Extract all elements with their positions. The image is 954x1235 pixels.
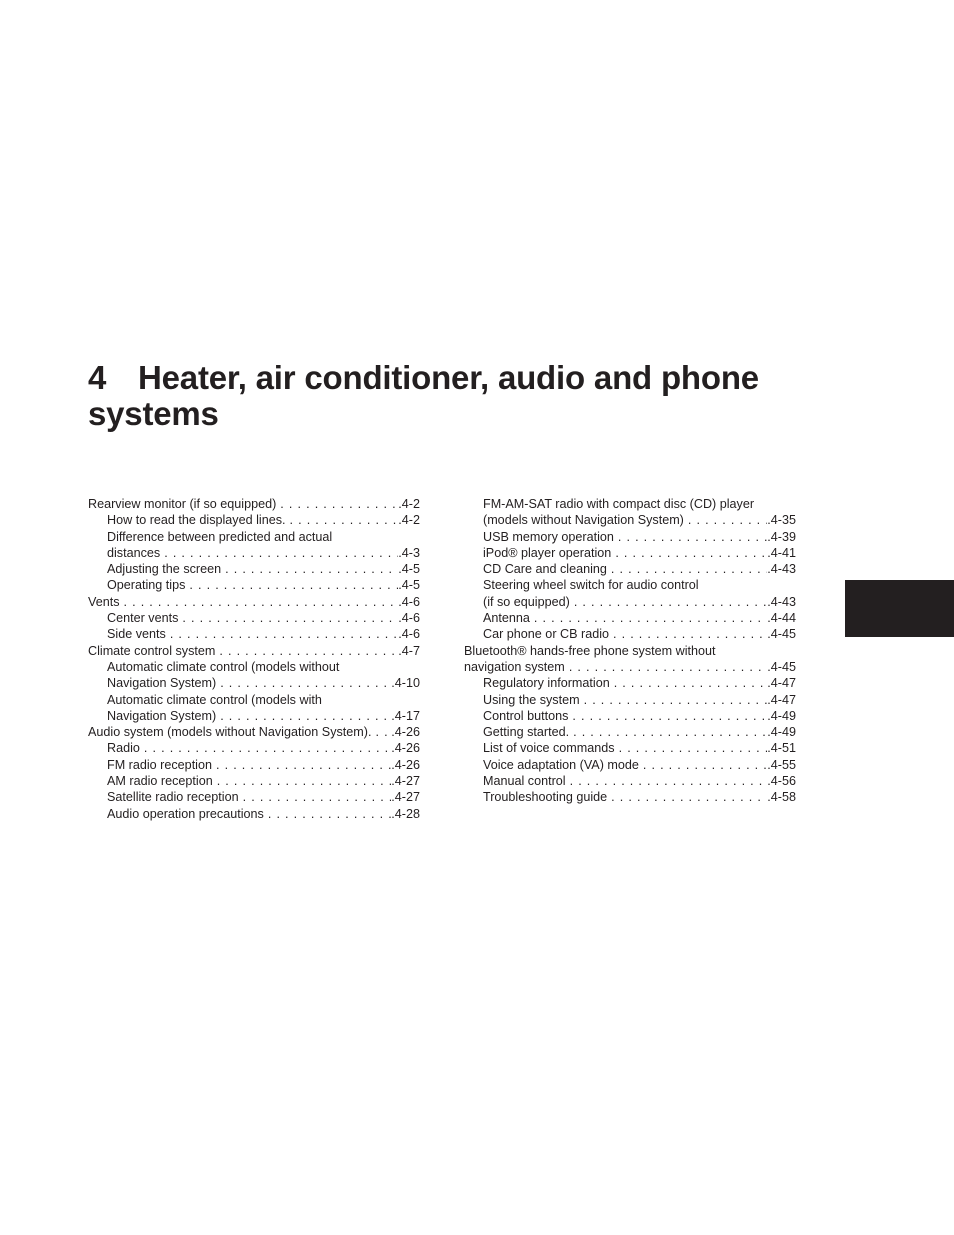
toc-entry[interactable] [464,610,796,626]
toc-line [88,708,420,724]
toc-entry[interactable] [464,708,796,724]
toc-line [464,773,796,789]
toc-entry-title: (models without Navigation System) [483,513,684,528]
toc-entry-title: distances [107,545,161,560]
dot-leader [530,610,767,626]
toc-entry-title: Automatic climate control (models without [107,659,340,674]
dot-leader [569,724,767,740]
toc-line [88,529,420,545]
toc-entry-title: Navigation System) [107,708,217,723]
toc-entry-title: Car phone or CB radio [483,627,610,642]
toc-entry[interactable] [88,789,420,805]
toc-page-number: . 4-49 [767,724,796,740]
toc-line [464,675,796,691]
dot-leader [213,773,392,789]
toc-entry[interactable] [464,626,796,642]
dot-leader [639,757,767,773]
toc-entry-title: Radio [107,741,140,756]
toc-line [88,789,420,805]
toc-entry-title: FM radio reception [107,757,212,772]
dot-leader [140,740,391,756]
toc-page-number: . 4-47 [767,692,796,708]
toc-line [464,594,796,610]
dot-leader [371,724,391,740]
toc-entry-title: Voice adaptation (VA) mode [483,757,639,772]
toc-entry[interactable] [464,561,796,577]
toc-entry-title: (if so equipped) [483,594,570,609]
toc-line [88,545,420,561]
dot-leader [286,512,399,528]
toc-entry-title: Manual control [483,774,566,789]
toc-entry[interactable] [464,545,796,561]
toc-line [88,561,420,577]
toc-entry[interactable] [464,757,796,773]
toc-entry[interactable] [88,757,420,773]
toc-page-number: . 4-6 [398,610,420,626]
toc-entry[interactable] [88,610,420,626]
toc-entry[interactable] [464,675,796,691]
toc-entry[interactable] [464,773,796,789]
toc-entry-title: AM radio reception [107,774,213,789]
toc-page-number: . 4-27 [391,789,420,805]
toc-page-number: . 4-55 [767,757,796,773]
toc-entry-title: Navigation System) [107,676,217,691]
toc-entry-title: List of voice commands [483,741,615,756]
toc-entry-title: Regulatory information [483,676,610,691]
toc-entry[interactable] [464,724,796,740]
toc-entry-title: Side vents [107,627,166,642]
dot-leader [166,626,398,642]
toc-line [88,773,420,789]
toc-page-number: . 4-41 [767,545,796,561]
chapter-thumb-tab [845,580,954,637]
dot-leader [607,789,767,805]
toc-page-number: . 4-44 [767,610,796,626]
toc-line [88,740,420,756]
toc-entry[interactable] [88,626,420,642]
toc-page-number: . 4-10 [391,675,420,691]
toc-page-number: . 4-47 [767,675,796,691]
toc-line [88,610,420,626]
toc-line [88,512,420,528]
toc-entry-title: Rearview monitor (if so equipped) [88,497,277,511]
toc-page-number: . 4-26 [391,724,420,740]
toc-line [464,529,796,545]
toc-line [88,692,420,708]
toc-page-number: . 4-17 [391,708,420,724]
toc-right-column [464,496,796,806]
toc-entry[interactable] [88,529,420,562]
dot-leader [178,610,398,626]
toc-page-number: . 4-5 [398,577,420,593]
toc-entry-title: iPod® player operation [483,545,612,560]
toc-line [464,577,796,593]
toc-line [464,610,796,626]
toc-entry-title: Audio operation precautions [107,806,264,821]
toc-line [88,496,420,512]
chapter-number: 4 [88,359,107,396]
dot-leader [264,806,391,822]
toc-entry[interactable] [88,692,420,725]
dot-leader [185,577,398,593]
toc-line [464,740,796,756]
toc-entry-title: Audio system (models without Navigation System). [88,725,372,740]
toc-entry-title: Control buttons [483,708,569,723]
toc-line [88,724,420,740]
toc-page-number: . 4-26 [391,757,420,773]
chapter-title [88,360,848,432]
dot-leader [565,659,767,675]
toc-page-number: . 4-35 [767,512,796,528]
toc-line [88,757,420,773]
dot-leader [221,561,398,577]
toc-page-number: . 4-45 [767,659,796,675]
toc-entry[interactable] [88,496,420,512]
toc-entry-title: navigation system [464,659,565,674]
toc-entry[interactable] [88,740,420,756]
toc-line [464,643,796,659]
toc-entry-title: Automatic climate control (models with [107,692,322,707]
dot-leader [610,675,768,691]
toc-page-number: . 4-6 [398,626,420,642]
toc-entry-title: Steering wheel switch for audio control [483,578,699,593]
toc-entry[interactable] [464,692,796,708]
toc-page-number: . 4-28 [391,806,420,822]
toc-line [464,512,796,528]
toc-page-number: . 4-39 [767,529,796,545]
toc-entry[interactable] [464,740,796,756]
toc-entry[interactable] [464,496,796,529]
toc-page-number: . 4-58 [767,789,796,805]
chapter-title-text: Heater, air conditioner, audio and phone systems [88,359,759,432]
toc-line [464,692,796,708]
toc-line [464,789,796,805]
toc-entry[interactable] [464,529,796,545]
dot-leader [160,545,398,561]
toc-entry[interactable] [88,512,420,528]
toc-page-number: . 4-51 [767,740,796,756]
dot-leader [580,692,768,708]
dot-leader [120,594,399,610]
dot-leader [216,675,391,691]
toc-page-number: . 4-43 [767,561,796,577]
toc-page-number: . 4-5 [398,561,420,577]
toc-entry[interactable] [464,577,796,610]
toc-line [88,643,420,659]
dot-leader [570,594,767,610]
toc-left-column [88,496,420,822]
dot-leader [609,626,767,642]
toc-line [464,561,796,577]
toc-page-number: . 4-3 [398,545,420,561]
toc-line [464,545,796,561]
toc-entry[interactable] [88,806,420,822]
toc-entry-title: Getting started. [483,725,570,740]
toc-entry-title: Vents [88,594,120,609]
dot-leader [607,561,767,577]
toc-page-number: . 4-56 [767,773,796,789]
toc-line [464,708,796,724]
dot-leader [611,545,767,561]
toc-entry-title: How to read the displayed lines. [107,513,286,528]
toc-entry-title: Using the system [483,692,580,707]
toc-page-number: . 4-45 [767,626,796,642]
toc-entry[interactable] [464,643,796,676]
toc-entry-title: Antenna [483,611,530,626]
dot-leader [684,512,767,528]
toc-page-number: . 4-27 [391,773,420,789]
toc-entry-title: Satellite radio reception [107,790,239,805]
toc-entry[interactable] [88,577,420,593]
toc-page-number: . 4-43 [767,594,796,610]
toc-line [88,626,420,642]
toc-entry-title: Difference between predicted and actual [107,529,333,544]
toc-entry-title: Center vents [107,611,179,626]
dot-leader [615,740,768,756]
toc-line [464,496,796,512]
toc-entry[interactable] [88,724,420,740]
toc-entry[interactable] [88,594,420,610]
toc-line [88,659,420,675]
toc-entry-title: CD Care and cleaning [483,562,607,577]
dot-leader [568,708,767,724]
toc-entry-title: Operating tips [107,578,186,593]
toc-line [464,659,796,675]
toc-line [88,806,420,822]
toc-entry[interactable] [88,659,420,692]
toc-line [464,626,796,642]
dot-leader [614,529,767,545]
toc-page-number: . 4-26 [391,740,420,756]
toc-entry-title: Climate control system [88,643,216,658]
toc-line [464,724,796,740]
toc-entry[interactable] [464,789,796,805]
dot-leader [216,708,391,724]
toc-line [88,675,420,691]
dot-leader [276,496,398,512]
dot-leader [212,757,391,773]
toc-line [464,757,796,773]
toc-entry[interactable] [88,561,420,577]
toc-entry-title: Bluetooth® hands-free phone system without [464,643,716,658]
toc-page-number: . 4-6 [398,594,420,610]
toc-entry-title: Adjusting the screen [107,562,222,577]
toc-page-number: . 4-2 [398,512,420,528]
toc-entry-title: USB memory operation [483,529,614,544]
toc-entry-title: FM-AM-SAT radio with compact disc (CD) player [483,497,755,511]
dot-leader [215,643,398,659]
toc-page-number: . 4-7 [398,643,420,659]
toc-line [88,577,420,593]
toc-entry[interactable] [88,773,420,789]
toc-entry[interactable] [88,643,420,659]
toc-page-number: . 4-49 [767,708,796,724]
dot-leader [566,773,768,789]
dot-leader [239,789,392,805]
toc-line [88,594,420,610]
toc-page-number: . 4-2 [398,496,420,512]
toc-entry-title: Troubleshooting guide [483,790,608,805]
